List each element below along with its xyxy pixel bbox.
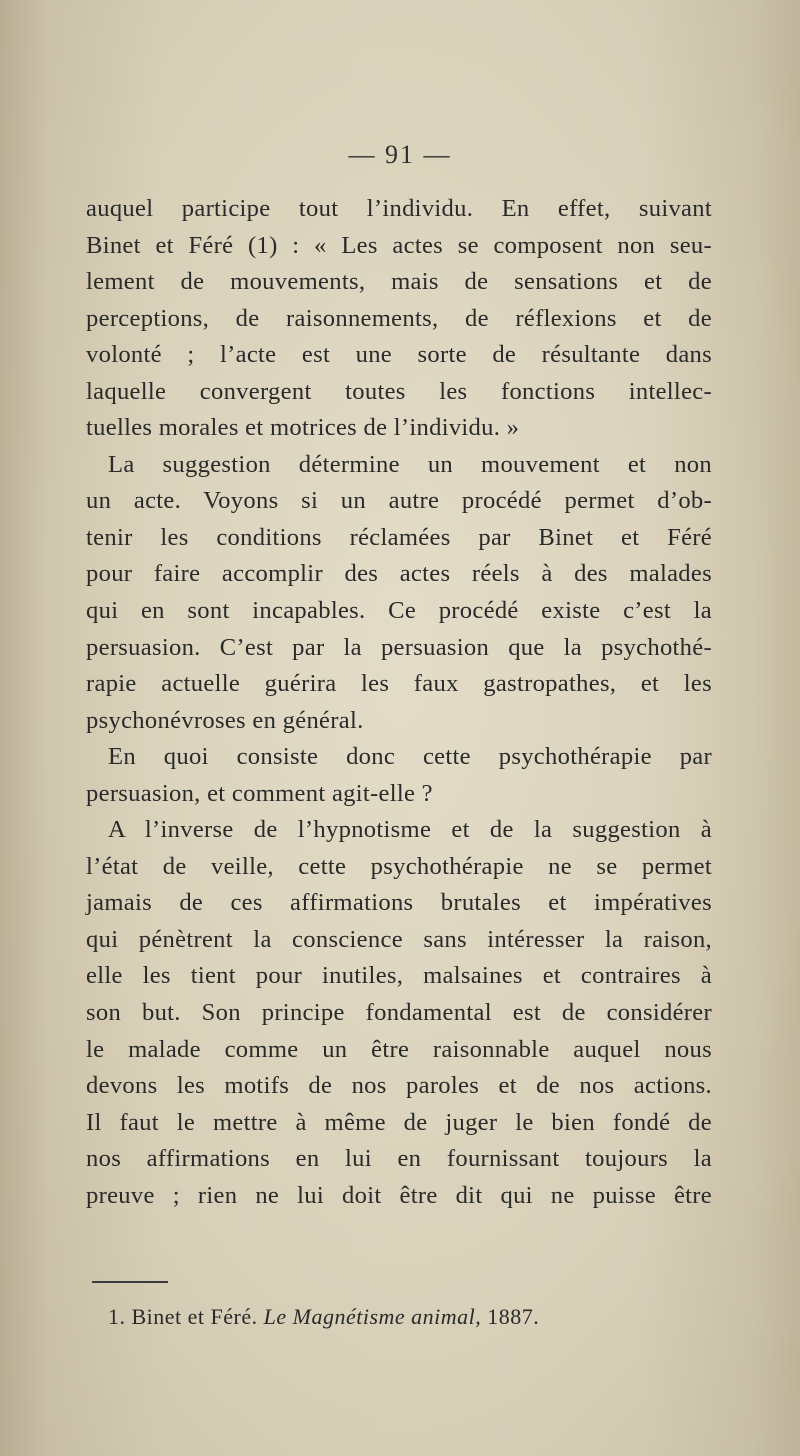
text-line: elle les tient pour inutiles, malsaines et contraires à (86, 962, 712, 990)
page-number: — 91 — (348, 140, 452, 169)
text-line: lement de mouvements, mais de sensations et de (86, 268, 712, 296)
text-line: le malade comme un être raisonnable auquel nous (86, 1035, 712, 1063)
footnote-divider (92, 1281, 168, 1283)
text-line: l’état de veille, cette psychothérapie ne se permet (86, 852, 712, 880)
text-line: tenir les conditions réclamées par Binet et Féré (86, 523, 712, 551)
text-line: nos affirmations en lui en fournissant toujours la (86, 1145, 712, 1173)
footnote-authors: Binet et Féré. (131, 1304, 258, 1329)
text-line: Binet et Féré (1) : « Les actes se composent non seu- (86, 231, 712, 259)
text-line: qui en sont incapables. Ce procédé existe c’est la (86, 597, 712, 625)
text-line: qui pénètrent la conscience sans intéresser la raison, (86, 925, 712, 953)
text-line: Il faut le mettre à même de juger le bien fondé de (86, 1108, 712, 1136)
footnote-number: 1. (108, 1304, 126, 1329)
text-line: preuve ; rien ne lui doit être dit qui ne puisse être (86, 1181, 712, 1209)
text-line: devons les motifs de nos paroles et de nos actions. (86, 1072, 712, 1100)
text-line: La suggestion détermine un mouvement et non (108, 450, 712, 478)
text-line: A l’inverse de l’hypnotisme et de la suggestion à (108, 816, 712, 844)
text-line: tuelles morales et motrices de l’individu. » (86, 414, 520, 442)
text-line: persuasion. C’est par la persuasion que la psychothé- (86, 633, 712, 661)
text-line: auquel participe tout l’individu. En effet, suivant (86, 195, 712, 222)
footnote (108, 1302, 539, 1332)
text-line: pour faire accomplir des actes réels à des malades (86, 560, 712, 588)
text-line: psychonévroses en général. (86, 706, 364, 734)
footnote-year: 1887. (487, 1304, 540, 1329)
footnote-title: Le Magnétisme animal, (263, 1304, 482, 1329)
text-line: persuasion, et comment agit-elle ? (86, 779, 433, 807)
text-line: volonté ; l’acte est une sorte de résultante dans (86, 341, 712, 369)
body-text (86, 191, 712, 1214)
text-line: son but. Son principe fondamental est de considérer (86, 999, 712, 1027)
text-line: En quoi consiste donc cette psychothérapie par (108, 743, 712, 771)
text-line: laquelle convergent toutes les fonctions intellec- (86, 377, 712, 405)
text-line: rapie actuelle guérira les faux gastropathes, et les (86, 670, 712, 698)
text-line: perceptions, de raisonnements, de réflexions et de (86, 304, 712, 332)
text-line: un acte. Voyons si un autre procédé permet d’ob- (86, 487, 712, 515)
text-line: jamais de ces affirmations brutales et impératives (86, 889, 712, 917)
